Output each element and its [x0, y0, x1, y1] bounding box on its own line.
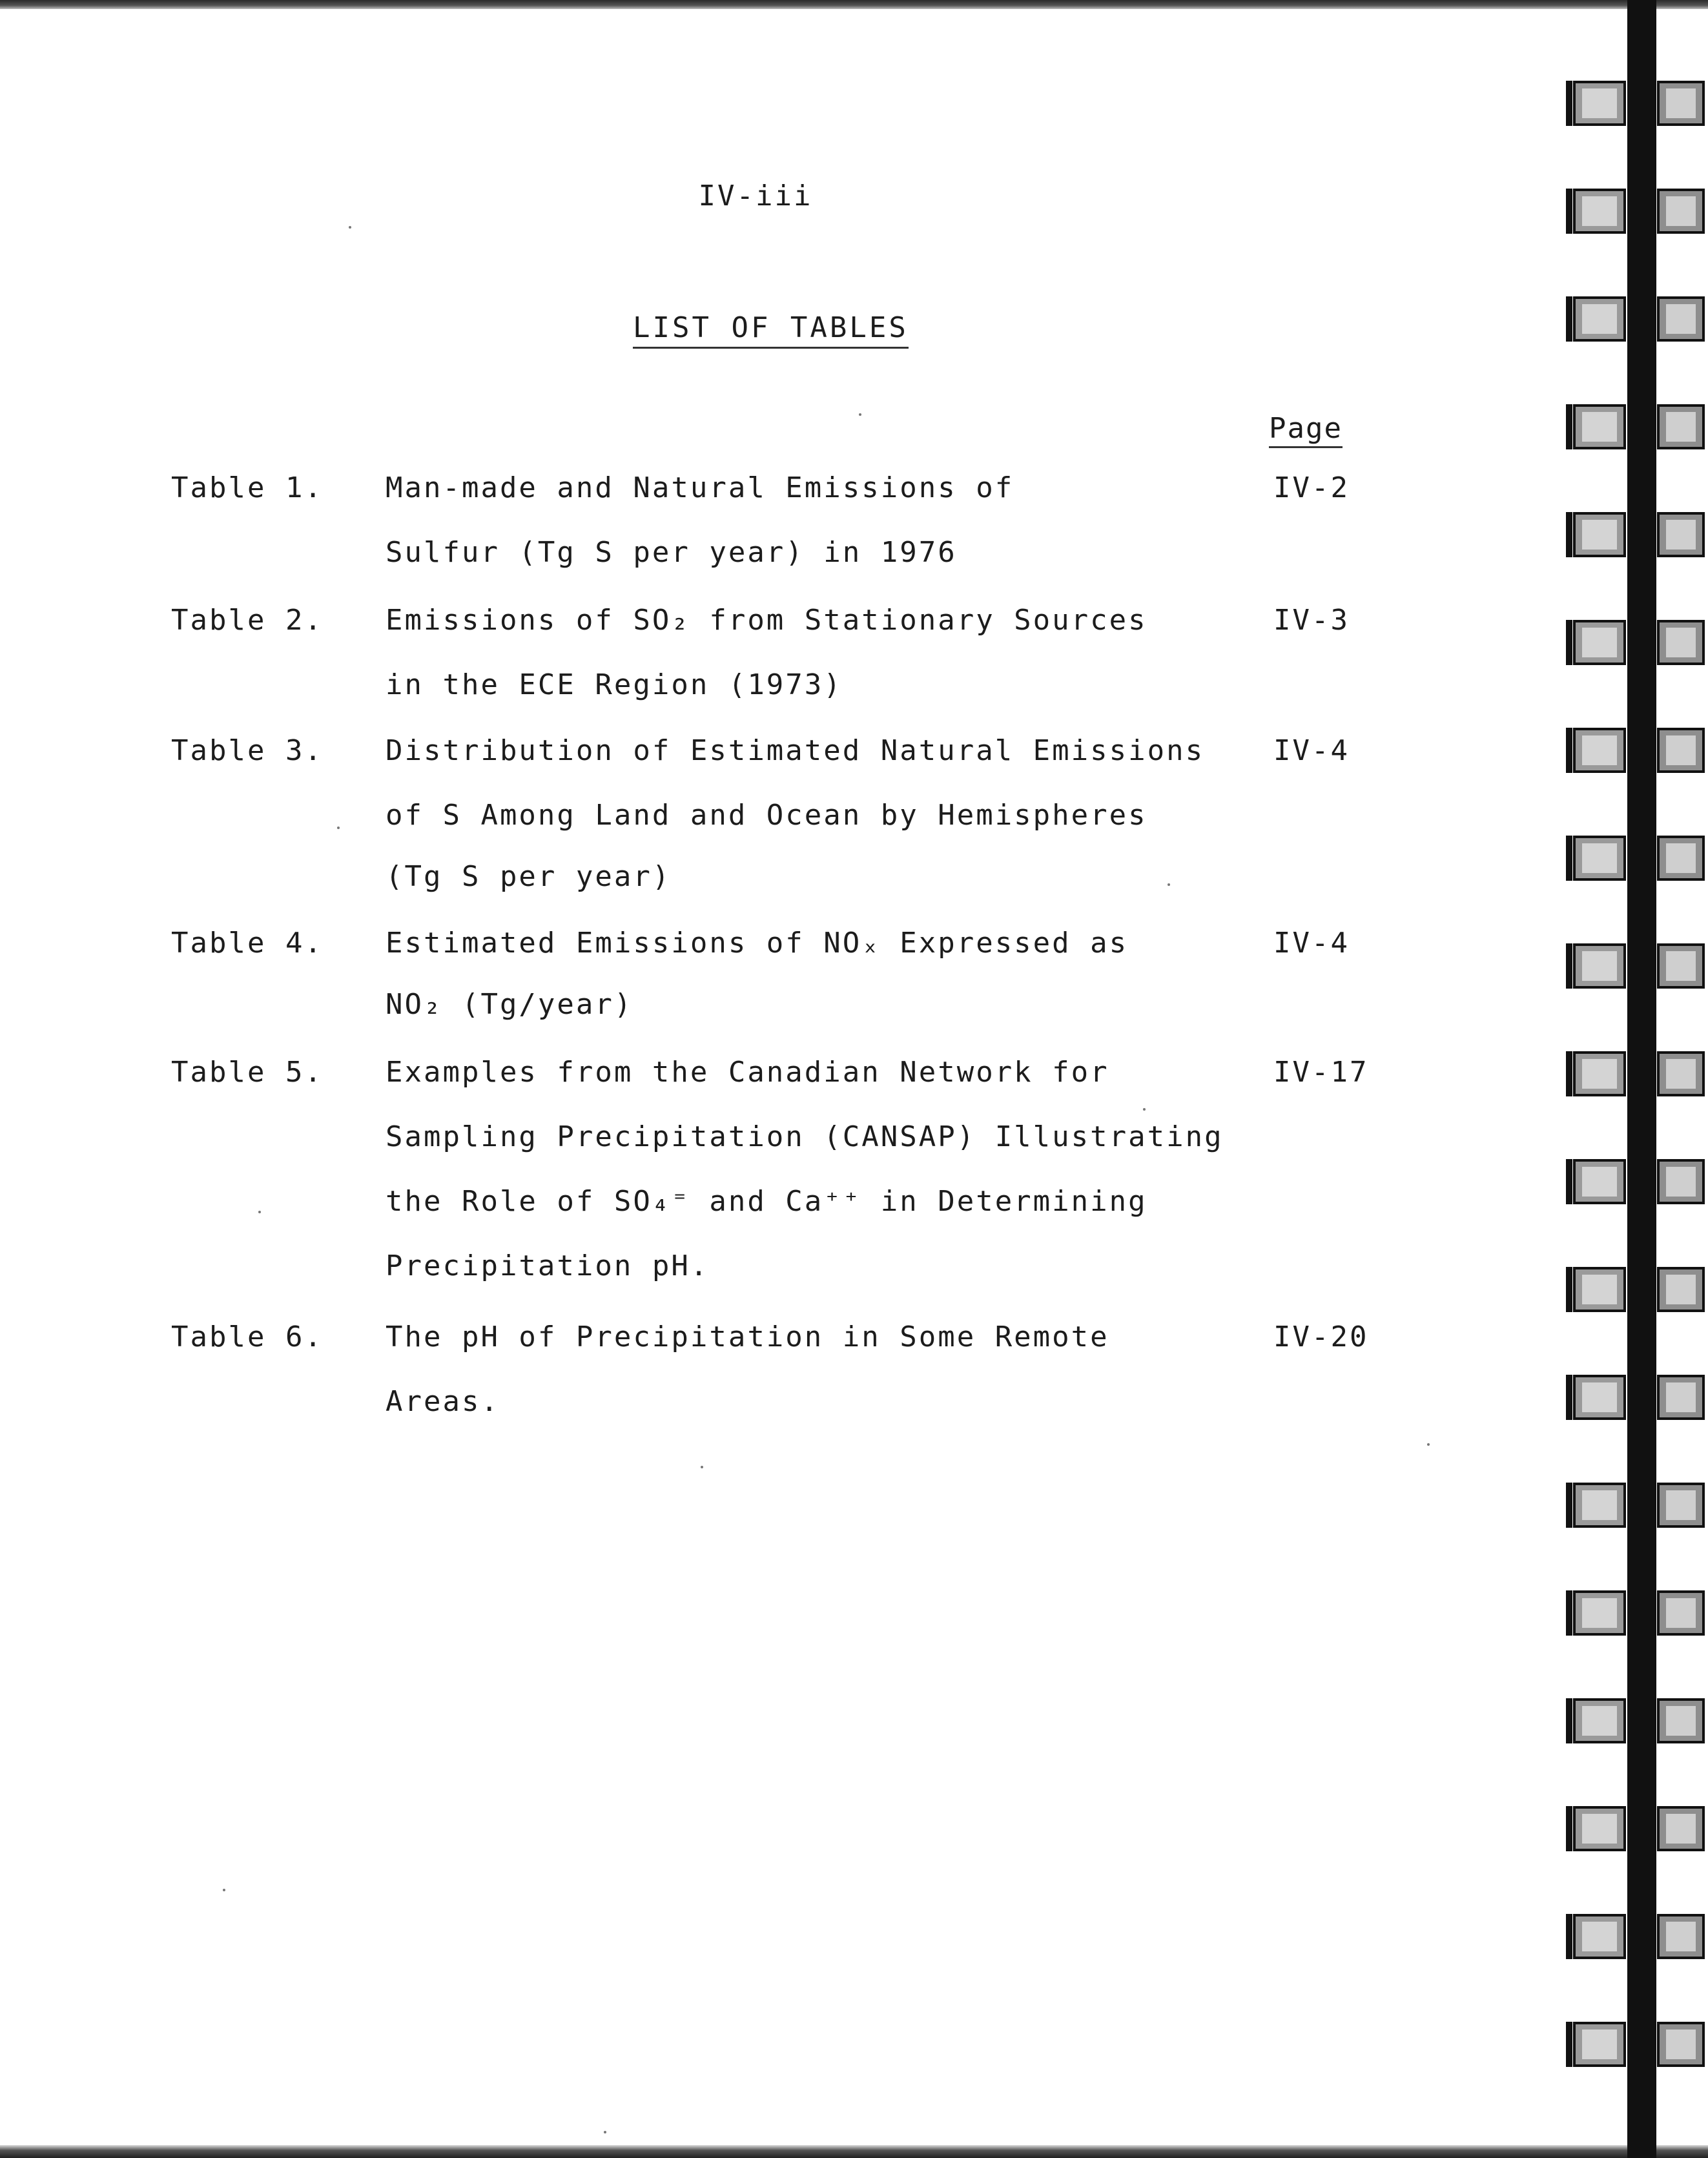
entry-title-line: NO₂ (Tg/year)	[386, 988, 633, 1021]
page-column-header: Page	[1269, 412, 1343, 448]
entry-title-line: Man-made and Natural Emissions of	[386, 471, 1014, 504]
entry-page: IV-4	[1273, 734, 1350, 767]
entry-label: Table 1.	[171, 471, 324, 504]
entry-page: IV-20	[1273, 1320, 1369, 1353]
entry-title-line: Precipitation pH.	[386, 1249, 710, 1282]
entry-title-line: The pH of Precipitation in Some Remote	[386, 1320, 1109, 1353]
entry-title-line: Sulfur (Tg S per year) in 1976	[386, 536, 957, 569]
entry-title-line: of S Among Land and Ocean by Hemispheres	[386, 799, 1147, 832]
entry-label: Table 6.	[171, 1320, 324, 1353]
entry-page: IV-3	[1273, 604, 1350, 637]
entry-title-line: Areas.	[386, 1385, 500, 1418]
scan-speck	[859, 413, 861, 416]
page-number: IV-iii	[698, 180, 813, 212]
entry-title-line: (Tg S per year)	[386, 860, 672, 893]
entry-title-line: in the ECE Region (1973)	[386, 668, 843, 701]
entry-page: IV-2	[1273, 471, 1350, 504]
entry-title-line: Emissions of SO₂ from Stationary Sources	[386, 604, 1147, 637]
entry-label: Table 5.	[171, 1056, 324, 1089]
entry-label: Table 4.	[171, 927, 324, 960]
scan-speck	[258, 1211, 261, 1213]
scan-speck	[1427, 1443, 1430, 1446]
scan-speck	[701, 1466, 703, 1468]
spiral-binding	[1550, 0, 1708, 2158]
spiral-binding-graphic	[1550, 0, 1708, 2158]
binding-spine	[1627, 0, 1656, 2158]
entry-label: Table 2.	[171, 604, 324, 637]
scan-speck	[337, 827, 340, 829]
entry-label: Table 3.	[171, 734, 324, 767]
scan-speck	[223, 1889, 225, 1891]
scan-bottom-edge	[0, 2145, 1708, 2158]
entry-title-line: Examples from the Canadian Network for	[386, 1056, 1109, 1089]
scan-speck	[349, 226, 351, 229]
entry-page: IV-4	[1273, 927, 1350, 960]
scan-speck	[1143, 1108, 1146, 1111]
entry-title-line: the Role of SO₄⁼ and Ca⁺⁺ in Determining	[386, 1185, 1147, 1218]
scan-top-edge	[0, 0, 1708, 9]
entry-page: IV-17	[1273, 1056, 1369, 1089]
scan-speck	[604, 2131, 606, 2133]
entry-title-line: Sampling Precipitation (CANSAP) Illustrating	[386, 1120, 1224, 1153]
scan-speck	[1168, 883, 1170, 886]
entry-title-line: Distribution of Estimated Natural Emissions	[386, 734, 1205, 767]
page-title: LIST OF TABLES	[633, 311, 909, 349]
entry-title-line: Estimated Emissions of NOₓ Expressed as	[386, 927, 1129, 960]
